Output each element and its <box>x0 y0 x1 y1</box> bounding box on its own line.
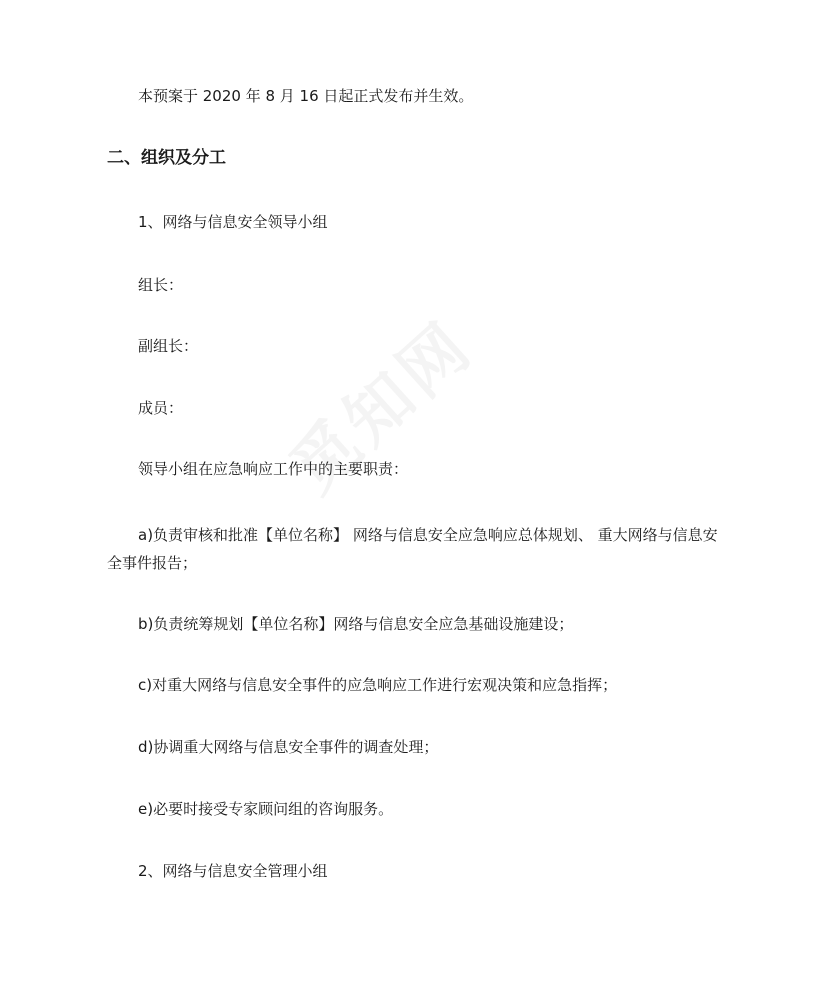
duties-intro: 领导小组在应急响应工作中的主要职责： <box>138 460 409 478</box>
duty-item-a: a)负责审核和批准【单位名称】 网络与信息安全应急响应总体规划、 重大网络与信息安全事件报告； <box>107 526 718 572</box>
effective-date-line: 本预案于 2020 年 8 月 16 日起正式发布并生效。 <box>138 87 474 105</box>
duty-item-c: c)对重大网络与信息安全事件的应急响应工作进行宏观决策和应急指挥； <box>138 676 618 694</box>
section-heading: 二、组织及分工 <box>107 148 226 168</box>
subsection-heading-1: 1、网络与信息安全领导小组 <box>138 213 328 231</box>
members-label: 成员： <box>138 399 184 417</box>
leader-label: 组长： <box>138 276 184 294</box>
subsection-heading-2: 2、网络与信息安全管理小组 <box>138 862 328 880</box>
duty-item-b: b)负责统筹规划【单位名称】网络与信息安全应急基础设施建设； <box>138 615 574 633</box>
deputy-leader-label: 副组长： <box>138 337 199 355</box>
duty-item-e: e)必要时接受专家顾问组的咨询服务。 <box>138 800 394 818</box>
duty-item-d: d)协调重大网络与信息安全事件的调查处理； <box>138 738 439 756</box>
